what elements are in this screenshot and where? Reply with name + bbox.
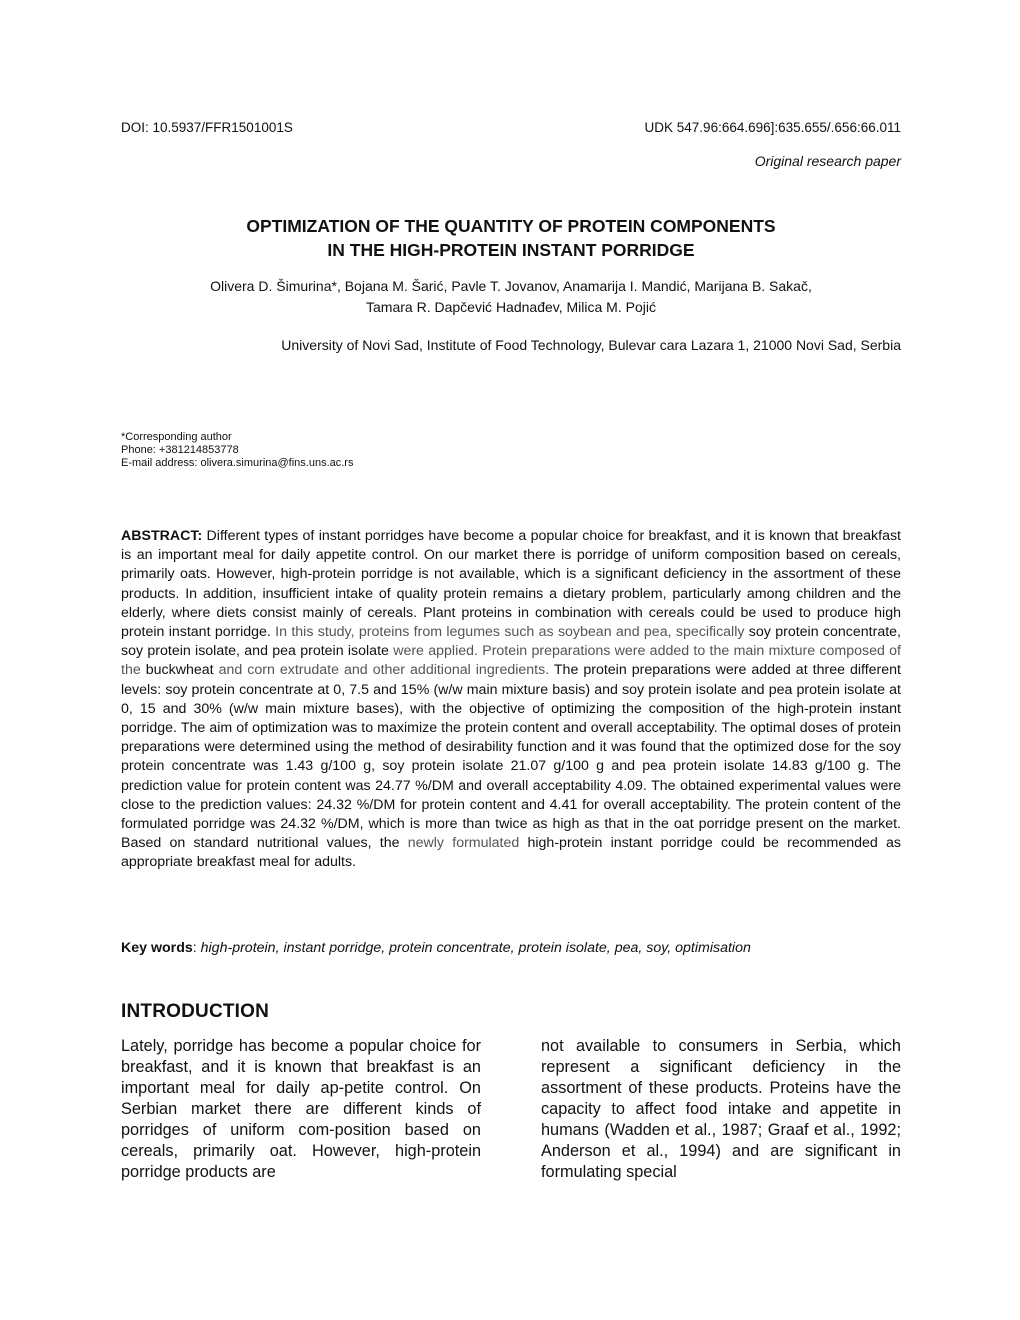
authors-line-1: Olivera D. Šimurina*, Bojana M. Šarić, Pavle T. Jovanov, Anamarija I. Mandić, Marijana B. Sakač, bbox=[210, 278, 812, 294]
abstract-text-4: were applied. Protein preparations were added to the main mixture composed of the bbox=[121, 643, 901, 679]
corresponding-email: E-mail address: olivera.simurina@fins.uns.ac.rs bbox=[121, 457, 354, 469]
paper-title bbox=[121, 214, 901, 262]
title-line-2: IN THE HIGH-PROTEIN INSTANT PORRIDGE bbox=[327, 240, 695, 260]
abstract-text-3: soy protein concentrate, soy protein isolate, and pea protein isolate bbox=[121, 624, 901, 660]
abstract-text-1: Different types of instant porridges have become a popular choice for breakfast, and it is known that breakfast is an important meal for daily appetite control. On our market there is porridge of uniform composition based on cereals, primarily oats. However, high-protein porridge is not available, which is a significant deficiency in the assortment of these products. In addition, insufficient intake of quality protein remains a dietary problem, particularly among children and the elderly, where diets consist mainly of cereals. Plant proteins in combination with cereals could be used to produce high protein instant porridge. bbox=[121, 528, 901, 641]
udk-code: UDK 547.96:664.696]:635.655/.656:66.011 bbox=[644, 120, 901, 135]
intro-column-left bbox=[121, 1036, 481, 1183]
intro-column-right bbox=[541, 1036, 901, 1183]
abstract-label: ABSTRACT: bbox=[121, 528, 203, 544]
intro-paragraph-left: Lately, porridge has become a popular choice for breakfast, and it is known that breakfast is an important meal for daily ap-petite control. On Serbian market there are different kinds of porridges of uniform com-position based on cereals, primarily oat. However, high-protein porridge products are bbox=[121, 1037, 481, 1181]
section-heading-introduction: INTRODUCTION bbox=[121, 1001, 270, 1022]
intro-paragraph-right: not available to consumers in Serbia, which represent a significant deficiency in the assortment of these products. Proteins have the capacity to affect food intake and appetite in humans (Wadden et al., 1987; Graaf et al., 1992; Anderson et al., 1994) and are significant in formulating special bbox=[541, 1037, 901, 1181]
abstract bbox=[121, 527, 901, 873]
corresponding-author-block bbox=[121, 431, 621, 470]
corresponding-label: *Corresponding author bbox=[121, 431, 232, 443]
doi: DOI: 10.5937/FFR1501001S bbox=[121, 120, 293, 135]
authors bbox=[121, 276, 901, 318]
authors-line-2: Tamara R. Dapčević Hadnađev, Milica M. Pojić bbox=[366, 299, 656, 315]
corresponding-phone: Phone: +381214853778 bbox=[121, 444, 239, 456]
abstract-text-7: The protein preparations were added at three different levels: soy protein concentrate at 0, 7.5 and 15% (w/w main mixture basis) and soy protein isolate and pea protein isolate at 0, 15 and 30% (w/w main mixture bases), with the objective of optimizing the composition of the high-protein instant porridge. The aim of optimization was to maximize the protein content and overall acceptability. The optimal doses of protein preparations were determined using the method of desirability function and it was found that the optimized dose for the soy protein concentrate was 1.43 g/100 g, soy protein isolate 21.07 g/100 g and pea protein isolate 14.83 g/100 g. The prediction value for protein content was 24.77 %/DM and overall acceptability 4.09. The obtained experimental values were close to the prediction values: 24.32 %/DM for protein content and 4.41 for overall acceptability. The protein content of the formulated porridge was 24.32 %/DM, which is more than twice as high as that in the oat porridge present on the market. Based on standard nutritional values, the bbox=[121, 662, 901, 852]
keywords-list: high-protein, instant porridge, protein concentrate, protein isolate, pea, soy, optimisation bbox=[200, 940, 751, 956]
keywords bbox=[121, 940, 901, 956]
abstract-text-8: newly formulated bbox=[399, 835, 520, 852]
abstract-text-6: and corn extrudate and other additional ingredients. bbox=[213, 662, 550, 679]
abstract-text-2: In this study, proteins from legumes such as soybean and pea, specifically bbox=[270, 624, 745, 641]
abstract-text-9: high-protein instant porridge could be recommended as appropriate breakfast meal for adults. bbox=[121, 835, 901, 871]
title-line-1: OPTIMIZATION OF THE QUANTITY OF PROTEIN COMPONENTS bbox=[246, 216, 776, 236]
abstract-text-5: buckwheat bbox=[140, 662, 214, 679]
keywords-separator: : bbox=[192, 940, 201, 956]
affiliation: University of Novi Sad, Institute of Food Technology, Bulevar cara Lazara 1, 21000 Novi Sad, Serbia bbox=[281, 337, 901, 353]
paper-type: Original research paper bbox=[754, 153, 901, 169]
keywords-label: Key words bbox=[121, 940, 193, 956]
